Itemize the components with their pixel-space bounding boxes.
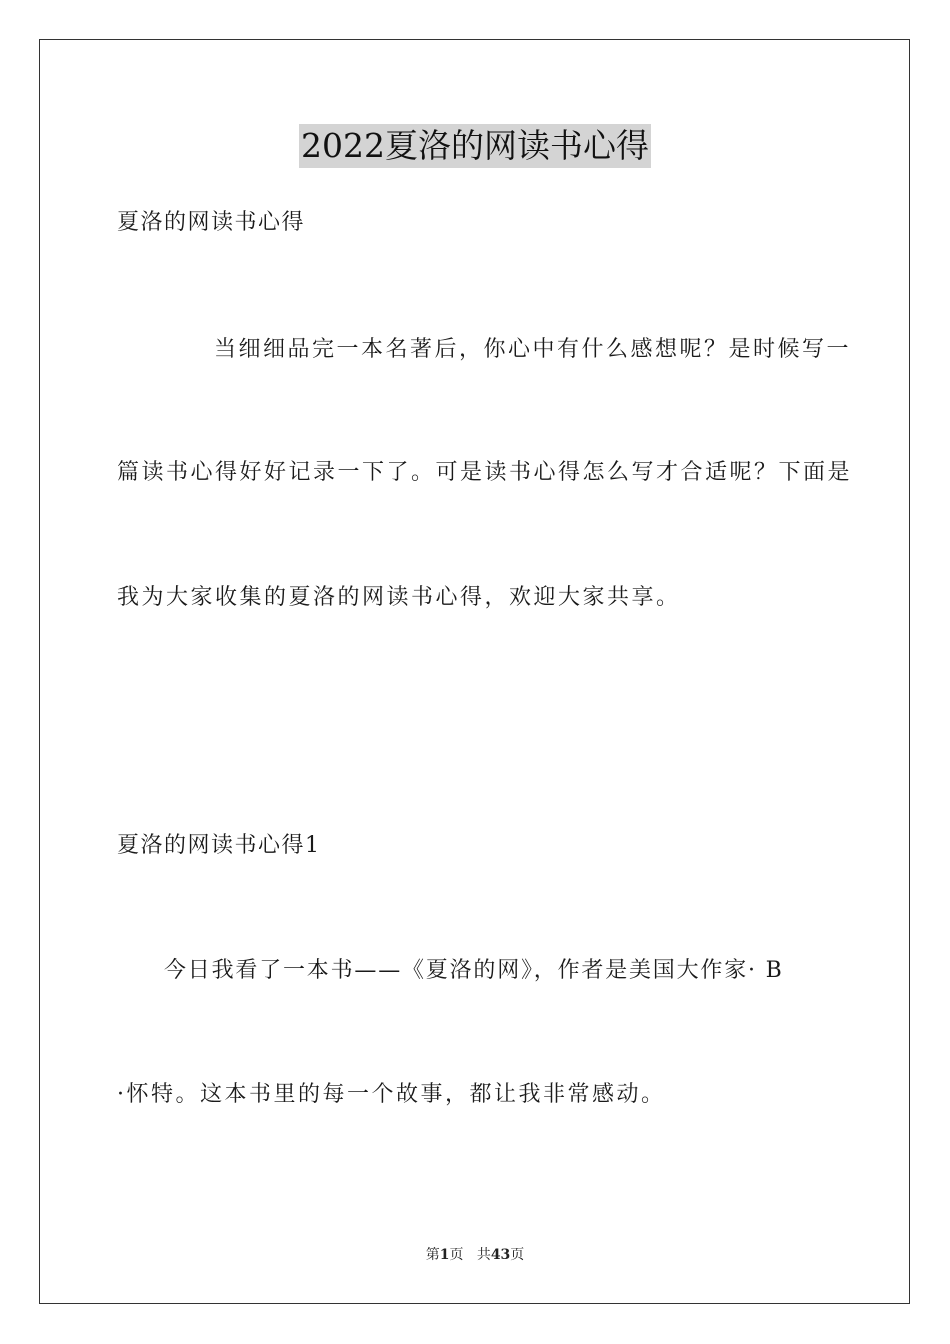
document-title: 2022夏洛的网读书心得	[299, 124, 651, 168]
footer-page-prefix: 第	[425, 1247, 440, 1263]
intro-line-1: 当细细品完一本名著后，你心中有什么感想呢？是时候写一	[214, 337, 852, 362]
title-container	[0, 124, 950, 168]
intro-line-2: 篇读书心得好好记录一下了。可是读书心得怎么写才合适呢？下面是	[117, 460, 853, 485]
footer-total-pages: 43	[490, 1247, 511, 1263]
intro-line-3: 我为大家收集的夏洛的网读书心得，欢迎大家共享。	[117, 585, 681, 610]
section-line-2: ·怀特。这本书里的每一个故事，都让我非常感动。	[117, 1082, 666, 1107]
page-footer	[0, 1245, 950, 1265]
section-line-1: 今日我看了一本书——《夏洛的网》，作者是美国大作家· B	[164, 958, 784, 983]
section-heading: 夏洛的网读书心得1	[117, 833, 321, 858]
footer-page-suffix: 页	[449, 1247, 464, 1263]
footer-page-number: 1	[439, 1247, 450, 1263]
footer-total-suffix: 页	[510, 1247, 525, 1263]
document-subtitle: 夏洛的网读书心得	[117, 210, 306, 235]
footer-total-prefix: 共	[476, 1247, 491, 1263]
